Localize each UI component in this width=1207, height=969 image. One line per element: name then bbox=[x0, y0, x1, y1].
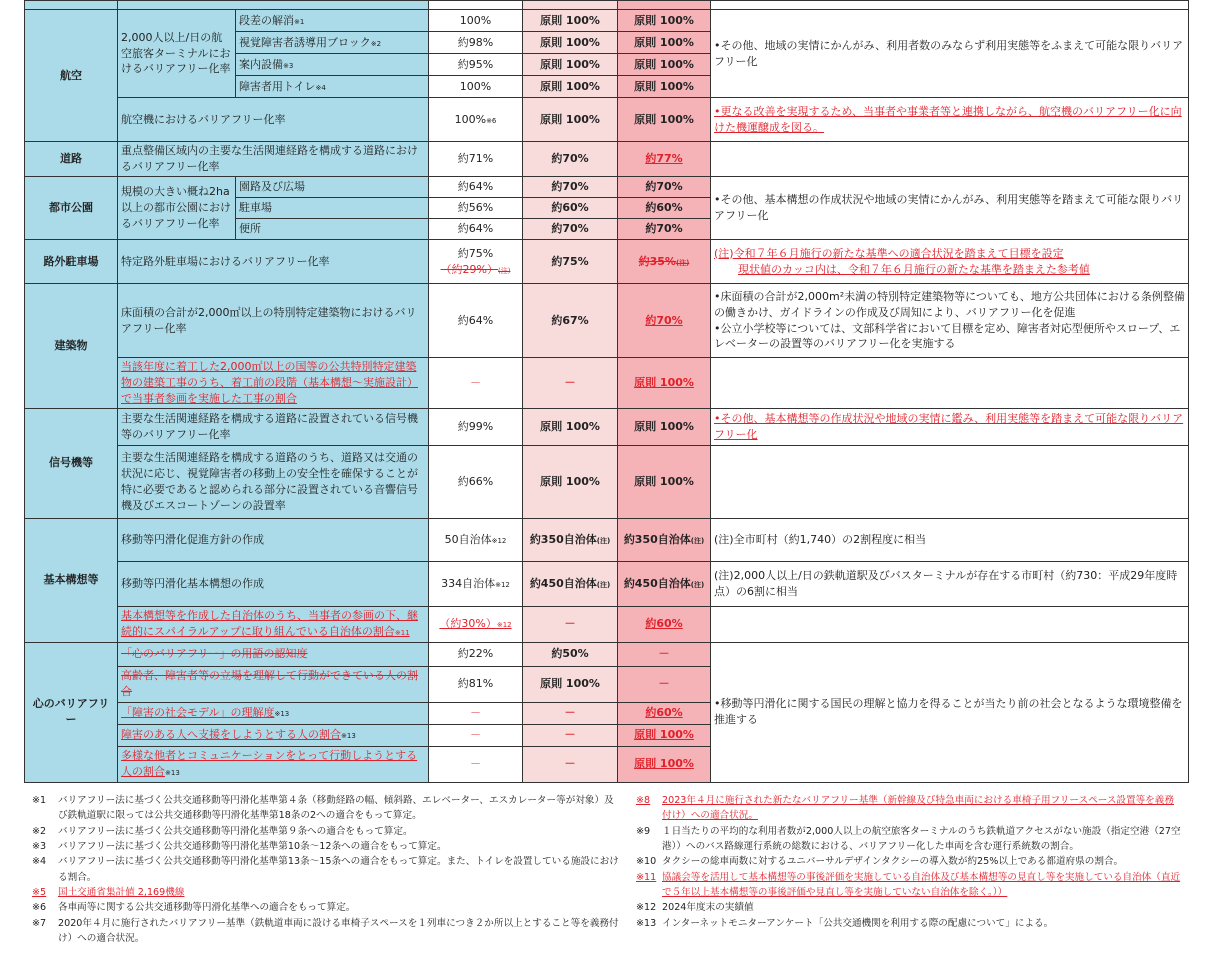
category-mind: 心のバリアフリー bbox=[25, 642, 118, 782]
sub-label: 障害者用トイレ※4 bbox=[236, 76, 429, 98]
footnote-key: ※3 bbox=[32, 841, 47, 853]
table-row bbox=[25, 358, 1189, 409]
current-value: 約99% bbox=[429, 408, 523, 445]
note-cell: •更なる改善を実現するため、当事者や事業者等と連携しながら、航空機のバリアフリー化に向けた機運醸成を図る。 bbox=[711, 98, 1189, 142]
prior-target: 約67% bbox=[523, 284, 618, 358]
row-label: 移動等円滑化基本構想の作成 bbox=[118, 561, 429, 606]
table-row bbox=[25, 98, 1189, 142]
new-target: － bbox=[618, 666, 711, 702]
footnote-item bbox=[32, 885, 622, 900]
note-cell: (注)全市町村（約1,740）の2割程度に相当 bbox=[711, 518, 1189, 561]
new-target: 約350自治体(注) bbox=[618, 518, 711, 561]
prior-target: 約450自治体(注) bbox=[523, 561, 618, 606]
new-target: 約77% bbox=[618, 142, 711, 177]
prior-target: － bbox=[523, 746, 618, 782]
footnote-key: ※2 bbox=[32, 825, 47, 837]
row-label: 重点整備区域内の主要な生活関連経路を構成する道路におけるバリアフリー化率 bbox=[118, 142, 429, 177]
note-cell bbox=[711, 445, 1189, 518]
new-target: 約35%(注) bbox=[618, 240, 711, 284]
footnote-item bbox=[32, 793, 622, 824]
new-target: 原則 100% bbox=[618, 746, 711, 782]
current-value: 約66% bbox=[429, 445, 523, 518]
row-label: 障害のある人へ支援をしようとする人の割合※13 bbox=[118, 724, 429, 746]
sub-label: 案内設備※3 bbox=[236, 54, 429, 76]
current-value: 約22% bbox=[429, 642, 523, 666]
category-parking: 路外駐車場 bbox=[25, 240, 118, 284]
row-label: 2,000人以上/日の航空旅客ターミナルにおけるバリアフリー化率 bbox=[118, 10, 236, 98]
footnote-key: ※9 bbox=[636, 825, 651, 837]
prior-target: 原則 100% bbox=[523, 76, 618, 98]
footnote-text: 2024年度末の実績値 bbox=[662, 902, 754, 914]
table-row bbox=[25, 561, 1189, 606]
sub-label: 駐車場 bbox=[236, 198, 429, 219]
sub-label: 段差の解消※1 bbox=[236, 10, 429, 32]
new-target: 原則 100% bbox=[618, 54, 711, 76]
row-label: 規模の大きい概ね2ha以上の都市公園におけるバリアフリー化率 bbox=[118, 177, 236, 240]
current-value: 約56% bbox=[429, 198, 523, 219]
category-building: 建築物 bbox=[25, 284, 118, 409]
note-cell: (注)2,000人以上/日の鉄軌道駅及びバスターミナルが存在する市町村（約730：平成29年度時点）の6割に相当 bbox=[711, 561, 1189, 606]
new-target: 約60% bbox=[618, 198, 711, 219]
row-label: 多様な他者とコミュニケーションをとって行動しようとする人の割合※13 bbox=[118, 746, 429, 782]
new-target: 約450自治体(注) bbox=[618, 561, 711, 606]
note-cell bbox=[711, 606, 1189, 642]
footnote-key: ※5 bbox=[32, 887, 47, 899]
footnote-text: 協議会等を活用して基本構想等の事後評価を実施している自治体及び基本構想等の見直し等を実施している自治体（直近で５年以上基本構想等の事後評価や見直し等を実施していない自治体を除く。）） bbox=[662, 871, 1181, 899]
row-label: 基本構想等を作成した自治体のうち、当事者の参画の下、継続的にスパイラルアップに取り組んでいる自治体の割合※11 bbox=[118, 606, 429, 642]
footnote-key: ※7 bbox=[32, 917, 47, 929]
table-row bbox=[25, 642, 1189, 666]
footnote-text: 各車両等に関する公共交通移動等円滑化基準への適合をもって算定。 bbox=[58, 902, 356, 914]
prior-target: 原則 100% bbox=[523, 10, 618, 32]
category-road: 道路 bbox=[25, 142, 118, 177]
prior-target: 約60% bbox=[523, 198, 618, 219]
current-value: 約71% bbox=[429, 142, 523, 177]
row-label: 主要な生活関連経路を構成する道路のうち、道路又は交通の状況に応じ、視覚障害者の移動上の安全性を確保することが特に必要であると認められる部分に設置されている音響信号機及びエスコートゾーンの設置率 bbox=[118, 445, 429, 518]
new-target: 原則 100% bbox=[618, 10, 711, 32]
footnote-item bbox=[32, 824, 622, 839]
row-label: 「心のバリアフリー」の用語の認知度 bbox=[118, 642, 429, 666]
footnote-key: ※11 bbox=[636, 871, 657, 883]
sub-label: 園路及び広場 bbox=[236, 177, 429, 198]
footnote-item bbox=[636, 793, 1181, 824]
footnote-text: 2023年４月に施行された新たなバリアフリー基準（新幹線及び特急車両における車椅子用フリースペース設置等を義務付け）への適合状況。 bbox=[662, 795, 1174, 822]
footnote-item bbox=[636, 854, 1181, 869]
prior-target: 約75% bbox=[523, 240, 618, 284]
current-value: 100% bbox=[429, 76, 523, 98]
footnote-item bbox=[32, 916, 622, 947]
footnote-text: 2020年４月に施行されたバリアフリー基準（鉄軌道車両に設ける車椅子スペースを１列車につき２か所以上とすること等を義務付け）への適合状況。 bbox=[58, 917, 619, 945]
current-value: 334自治体※12 bbox=[429, 561, 523, 606]
new-target: 約70% bbox=[618, 177, 711, 198]
footnote-text: バリアフリー法に基づく公共交通移動等円滑化基準第４条（移動経路の幅、傾斜路、エレベーター、エスカレーター等が対象）及び鉄軌道駅に限っては公共交通移動等円滑化基準第18条の2への適合をもって算定。 bbox=[58, 795, 614, 822]
new-target: 原則 100% bbox=[618, 98, 711, 142]
new-target: 約70% bbox=[618, 284, 711, 358]
footnote-key: ※10 bbox=[636, 856, 657, 868]
prior-target: 原則 100% bbox=[523, 445, 618, 518]
current-value: － bbox=[429, 702, 523, 724]
prior-target: 原則 100% bbox=[523, 32, 618, 54]
category-park: 都市公園 bbox=[25, 177, 118, 240]
category-signal: 信号機等 bbox=[25, 408, 118, 518]
row-label: 「障害の社会モデル」の理解度※13 bbox=[118, 702, 429, 724]
footnote-key: ※12 bbox=[636, 902, 657, 914]
note-cell: •その他、基本構想等の作成状況や地域の実情に鑑み、利用実態等を踏まえて可能な限りバリアフリー化 bbox=[711, 408, 1189, 445]
note-cell bbox=[711, 142, 1189, 177]
footnote-item bbox=[32, 854, 622, 885]
prior-target: 約50% bbox=[523, 642, 618, 666]
footnotes-left bbox=[32, 793, 622, 946]
current-value: 約64% bbox=[429, 177, 523, 198]
row-label: 床面積の合計が2,000㎡以上の特別特定建築物におけるバリアフリー化率 bbox=[118, 284, 429, 358]
footnote-text: バリアフリー法に基づく公共交通移動等円滑化基準第13条～15条への適合をもって算定。また、トイレを設置している施設における割合。 bbox=[58, 856, 619, 883]
table-row bbox=[25, 408, 1189, 445]
category-plan: 基本構想等 bbox=[25, 518, 118, 642]
current-value: 約81% bbox=[429, 666, 523, 702]
table-row bbox=[25, 445, 1189, 518]
prior-target: － bbox=[523, 606, 618, 642]
footnote-key: ※4 bbox=[32, 856, 47, 868]
table-row bbox=[25, 177, 1189, 198]
current-value: 約95% bbox=[429, 54, 523, 76]
new-target: 原則 100% bbox=[618, 32, 711, 54]
prior-target: 原則 100% bbox=[523, 98, 618, 142]
footnote-item bbox=[636, 916, 1181, 931]
footnote-key: ※1 bbox=[32, 795, 47, 806]
new-target: 約70% bbox=[618, 219, 711, 240]
prior-target: 約70% bbox=[523, 177, 618, 198]
footnote-text: １日当たりの平均的な利用者数が2,000人以上の航空旅客ターミナルのうち鉄軌道アクセスがない施設（指定空港（27空港））へのバス路線運行系統の総数における、バリアフリー化した車両を含む運行系統数の割合。 bbox=[662, 825, 1181, 853]
table-row bbox=[25, 518, 1189, 561]
current-value: 50自治体※12 bbox=[429, 518, 523, 561]
table-top-edge bbox=[25, 1, 1189, 10]
note-cell: •移動等円滑化に関する国民の理解と協力を得ることが当たり前の社会となるような環境整備を推進する bbox=[711, 642, 1189, 782]
target-table bbox=[24, 0, 1189, 783]
table-row bbox=[25, 10, 1189, 32]
new-target: 原則 100% bbox=[618, 408, 711, 445]
new-target: 約60% bbox=[618, 702, 711, 724]
new-target: 原則 100% bbox=[618, 358, 711, 409]
footnote-item bbox=[636, 870, 1181, 901]
sub-label: 便所 bbox=[236, 219, 429, 240]
prior-target: － bbox=[523, 724, 618, 746]
new-target: 原則 100% bbox=[618, 724, 711, 746]
footnote-item bbox=[636, 824, 1181, 855]
current-value: 約75% （約29%）(注) bbox=[429, 240, 523, 284]
new-target: － bbox=[618, 642, 711, 666]
new-target: 原則 100% bbox=[618, 76, 711, 98]
prior-target: 原則 100% bbox=[523, 54, 618, 76]
table-row bbox=[25, 240, 1189, 284]
note-cell: (注)令和７年６月施行の新たな基準への適合状況を踏まえて目標を設定 現状値のカッコ内は、令和７年６月施行の新たな基準を踏まえた参考値 bbox=[711, 240, 1189, 284]
row-label: 主要な生活関連経路を構成する道路に設置されている信号機等のバリアフリー化率 bbox=[118, 408, 429, 445]
current-value: － bbox=[429, 724, 523, 746]
table-row bbox=[25, 284, 1189, 358]
current-value: 約64% bbox=[429, 284, 523, 358]
footnote-item bbox=[32, 839, 622, 854]
row-label: 特定路外駐車場におけるバリアフリー化率 bbox=[118, 240, 429, 284]
current-value: 100% bbox=[429, 10, 523, 32]
note-cell: •床面積の合計が2,000m²未満の特別特定建築物等についても、地方公共団体における条例整備の働きかけ、ガイドラインの作成及び周知により、バリアフリー化を促進 •公立小学校等については、文部科学省において目標を定め、障害者対応型便所やスロープ、エレベーターの設置等のバリアフリー化を実施する bbox=[711, 284, 1189, 358]
footnote-text: バリアフリー法に基づく公共交通移動等円滑化基準第９条への適合をもって算定。 bbox=[58, 825, 413, 837]
footnote-text: タクシーの総車両数に対するユニバーサルデザインタクシーの導入数が約25%以上である都道府県の割合。 bbox=[662, 856, 1124, 868]
row-label: 航空機におけるバリアフリー化率 bbox=[118, 98, 429, 142]
current-value: （約30%）※12 bbox=[429, 606, 523, 642]
footnote-key: ※13 bbox=[636, 917, 657, 929]
footnote-text: 国土交通省集計値 2,169機線 bbox=[58, 887, 185, 899]
new-target: 原則 100% bbox=[618, 445, 711, 518]
current-value: 約98% bbox=[429, 32, 523, 54]
footnote-key: ※8 bbox=[636, 795, 651, 806]
footnote-text: バリアフリー法に基づく公共交通移動等円滑化基準第10条～12条への適合をもって算定。 bbox=[58, 841, 447, 853]
row-label: 移動等円滑化促進方針の作成 bbox=[118, 518, 429, 561]
table-row bbox=[25, 142, 1189, 177]
current-value: 100%※6 bbox=[429, 98, 523, 142]
prior-target: 原則 100% bbox=[523, 408, 618, 445]
note-cell: •その他、地域の実情にかんがみ、利用者数のみならず利用実態等をふまえて可能な限りバリアフリー化 bbox=[711, 10, 1189, 98]
note-cell: •その他、基本構想の作成状況や地域の実情にかんがみ、利用実態等を踏まえて可能な限りバリアフリー化 bbox=[711, 177, 1189, 240]
note-cell bbox=[711, 358, 1189, 409]
current-value: － bbox=[429, 746, 523, 782]
category-aviation: 航空 bbox=[25, 10, 118, 142]
new-target: 約60% bbox=[618, 606, 711, 642]
footnote-item bbox=[636, 900, 1181, 915]
prior-target: 約350自治体(注) bbox=[523, 518, 618, 561]
footnote-key: ※6 bbox=[32, 902, 47, 914]
current-value: 約64% bbox=[429, 219, 523, 240]
prior-target: － bbox=[523, 358, 618, 409]
prior-target: － bbox=[523, 702, 618, 724]
footnote-item bbox=[32, 900, 622, 915]
footnotes-right bbox=[636, 793, 1181, 931]
row-label: 当該年度に着工した2,000㎡以上の国等の公共特別特定建築物の建築工事のうち、着工前の段階（基本構想～実施設計）で当事者参画を実施した工事の割合 bbox=[118, 358, 429, 409]
row-label: 高齢者、障害者等の立場を理解して行動ができている人の割合 bbox=[118, 666, 429, 702]
prior-target: 原則 100% bbox=[523, 666, 618, 702]
prior-target: 約70% bbox=[523, 219, 618, 240]
table-row bbox=[25, 606, 1189, 642]
footnote-text: インターネットモニターアンケート「公共交通機関を利用する際の配慮について」による。 bbox=[662, 917, 1054, 929]
current-value: － bbox=[429, 358, 523, 409]
prior-target: 約70% bbox=[523, 142, 618, 177]
sub-label: 視覚障害者誘導用ブロック※2 bbox=[236, 32, 429, 54]
